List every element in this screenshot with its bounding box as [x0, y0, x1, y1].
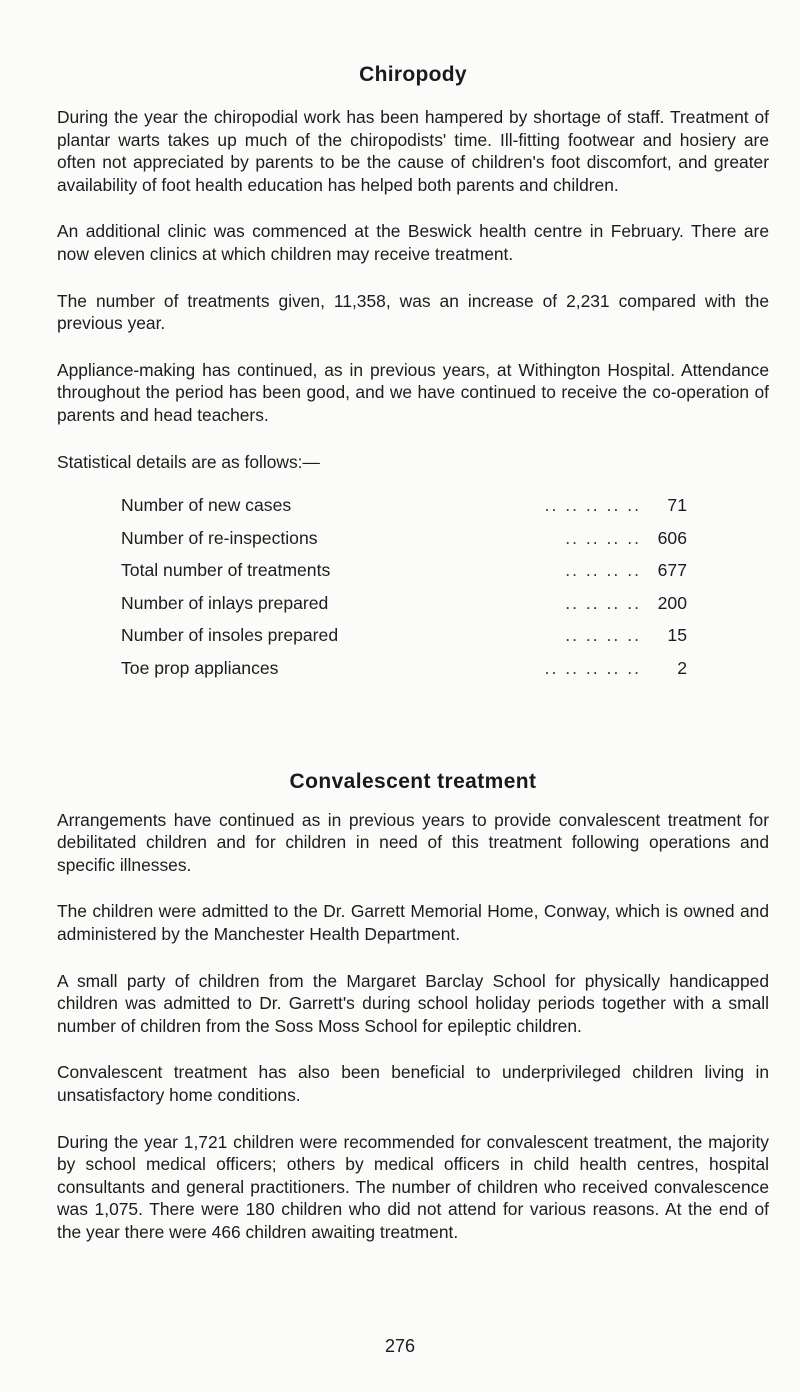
stats-intro: Statistical details are as follows:—: [57, 451, 320, 472]
statistics-table: [121, 489, 687, 685]
stat-label: Total number of treatments: [121, 560, 331, 581]
paragraph: Appliance-making has continued, as in previous years, at Withington Hospital. Attendance throughout the period has been good, and we have continued to receive the co-operation of parents and head teachers.: [57, 359, 769, 425]
table-row: [121, 554, 687, 587]
leader-dots: .. .. .. ..: [565, 527, 641, 548]
convalescent-section: [57, 769, 769, 1244]
paragraph: During the year the chiropodial work has been hampered by shortage of staff. Treatment of plantar warts takes up much of the chiropodists' time. Ill-fitting footwear and hosiery are often not appreciated by parents to be the cause of children's foot discomfort, and greater availability of foot health education has helped both parents and children.: [57, 107, 769, 195]
stat-label: Number of re-inspections: [121, 527, 318, 548]
table-row: [121, 620, 687, 653]
table-row: [121, 522, 687, 555]
leader-dots: .. .. .. .. ..: [544, 657, 641, 678]
paragraph: During the year 1,721 children were recommended for convalescent treatment, the majority by school medical officers; others by medical officers in child health centres, hospital consultants and general practitioners. The number of children who received convalescence was 1,075. There were 180 children who did not attend for various reasons. At the end of the year there were 466 children awaiting treatment.: [57, 1131, 769, 1242]
paragraph: The number of treatments given, 11,358, was an increase of 2,231 compared with the previous year.: [57, 290, 769, 334]
table-row: [121, 489, 687, 522]
stat-value: 71: [667, 494, 687, 515]
stat-label: Number of new cases: [121, 494, 292, 515]
paragraph: An additional clinic was commenced at the Beswick health centre in February. There are now eleven clinics at which children may receive treatment.: [57, 221, 769, 264]
stat-value: 677: [657, 560, 687, 581]
stat-label: Number of inlays prepared: [121, 592, 329, 613]
leader-dots: .. .. .. ..: [565, 560, 641, 581]
stat-value: 200: [657, 592, 687, 613]
stat-value: 2: [677, 657, 687, 678]
stat-label: Toe prop appliances: [121, 657, 279, 678]
stat-value: 606: [657, 527, 687, 548]
leader-dots: .. .. .. .. ..: [544, 494, 641, 515]
document-page: [57, 62, 769, 1268]
section-title-chiropody: Chiropody: [359, 63, 467, 86]
section-title-convalescent: Convalescent treatment: [289, 769, 537, 793]
chiropody-section: [57, 62, 769, 685]
leader-dots: .. .. .. ..: [565, 625, 641, 646]
paragraph: Arrangements have continued as in previous years to provide convalescent treatment for debilitated children and for children in need of this treatment following operations and specific illnesses.: [57, 809, 769, 875]
page-number: 276: [384, 1336, 416, 1356]
paragraph: A small party of children from the Margaret Barclay School for physically handicapped children was admitted to Dr. Garrett's during school holiday periods together with a small number of children from the Soss Moss School for epileptic children.: [57, 970, 769, 1036]
stat-label: Number of insoles prepared: [121, 625, 339, 646]
leader-dots: .. .. .. ..: [565, 592, 641, 613]
table-row: [121, 587, 687, 620]
paragraph: The children were admitted to the Dr. Garrett Memorial Home, Conway, which is owned and administered by the Manchester Health Department.: [57, 901, 769, 945]
table-row: [121, 652, 687, 685]
paragraph: Convalescent treatment has also been beneficial to underprivileged children living in unsatisfactory home conditions.: [57, 1062, 769, 1106]
stat-value: 15: [667, 625, 687, 646]
